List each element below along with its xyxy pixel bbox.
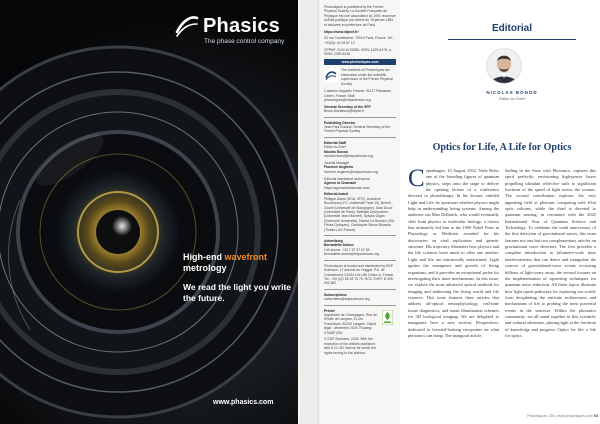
article-column-2	[505, 168, 596, 406]
editor-role: Editor-in-Chief	[499, 96, 525, 101]
colophon-side-ornament	[300, 0, 320, 424]
ad-headline	[183, 252, 293, 274]
journal-mgr-mail[interactable]: florence.anglezio@edpsciences.org	[324, 169, 378, 174]
sfp-link[interactable]: https://www.sfpnet.fr/	[324, 29, 359, 34]
headline-tail: metrology	[183, 263, 227, 273]
divider	[324, 260, 396, 261]
divider	[324, 289, 396, 290]
website-bar[interactable]: www.photoniques.com	[324, 59, 396, 65]
colophon-publisher: Photoniques is published by the French Physical Society. La Société Française de Physique est une association loi 1901 reconnue d'utilité publique par décret du 15 janvier 1881 et déclarée en préfecture de Paris.	[324, 5, 396, 27]
ed-sec-label: Editorial secretariat and layout	[324, 176, 370, 181]
ad-phone: Cell phone: +33 7 87 57 07 59	[324, 247, 370, 252]
printer-info: Imprimerie de Champagne, Rue de l'Étoile de Langres, ZI Les Franchises, 52200 Langres. Dépôt légal : décembre 2025. Routing: STAMP (95)	[324, 312, 377, 335]
ad-subheadline: We read the light you write the future.	[183, 282, 291, 303]
brand-name: Phasics	[203, 15, 281, 37]
ad-mail[interactable]: bernadette.dufour@edpsciences.org	[324, 252, 379, 257]
divider	[324, 117, 396, 118]
phasics-website-link[interactable]: www.phasics.com	[213, 399, 274, 406]
publication-ids: CPPAP: 0124 W 93286. ISSN: 1629-4475, e-ISSN: 2269-8418	[324, 47, 392, 57]
article-title: Optics for Life, A Life for Optics	[432, 142, 572, 153]
phasics-logo	[175, 14, 280, 38]
ed-sec-url[interactable]: https://agencelachamade.com/	[324, 185, 371, 190]
page-footer: Photoniques 136 | www.photoniques.com 03	[527, 414, 598, 418]
staff-label: Editorial Staff	[324, 140, 347, 145]
divider	[324, 235, 396, 236]
subs-label: Subscriptions	[324, 292, 347, 297]
journal-mgr-label: Journal Manager	[324, 160, 350, 165]
phasics-advert	[0, 0, 298, 424]
article-column-1	[408, 168, 499, 406]
contents-note: The contents of Photoniques are elaborated under the scientific supervision of the French Physical Society.	[341, 68, 393, 86]
heading-rule	[448, 39, 576, 40]
column-1-text: openhagen, 15 August 1932. Niels Bohr, one of the founding figures of quantum physics, steps onto the stage to deliver the opening lecture of a conference devoted to phototherapy. In his lecture, entitled Light and Life, he questions whether physics might help in understanding living systems. Among the audience sits Max Delbrück, who would eventually shift from physics to molecular biology, a choice that ultimately led him to the 1969 Nobel Prize in Physiology or Medicine awarded for his discoveries on viral replication and genetic structure. His trajectory illustrates how physics and the life sciences have much to offer one another. Light and life are intrinsically intertwined. Light ignites the emergence and growth of living organisms, and it provides an exceptional probe for investigating their inner mechanisms. In this issue, we explore the most advanced optical methods for imaging and addressing the living world and life sciences. This issue features three articles that address all-optical neurophysiology, real-time tissue diagnostics, and smart illumination schemes for 3D biological imaging. We are delighted to inaugurate here a new section, Perspectives, dedicated to forward-looking viewpoints on what photonics can bring. The inaugural article,	[408, 168, 499, 338]
sfo-note	[324, 68, 396, 86]
divider	[324, 305, 396, 306]
ad-label: Advertising	[324, 239, 343, 244]
footer-magazine: Photoniques 136	[527, 414, 555, 418]
colophon	[298, 0, 400, 424]
subs-mail[interactable]: subscribers@edpsciences.org	[324, 297, 370, 302]
board-label: Editorial board	[324, 192, 348, 197]
headline-lead: High-end	[183, 252, 225, 262]
gen-sec-label: General Secretary of the SFP	[324, 104, 371, 109]
pub-director: Jean-Paul Duraud, General Secretary of the French Physical Society	[324, 125, 391, 134]
sfo-logo-icon	[324, 68, 338, 82]
ad-name: Bernadette Dufour	[324, 243, 354, 248]
editorial-page	[400, 0, 600, 424]
editor-name: Nicolas Bonod	[324, 149, 348, 154]
footer-url[interactable]: www.photoniques.com	[557, 414, 593, 418]
copyright: © EDP Sciences, 2025. With the exception of the articles published with a CC-BY license for which the rights belong to the authors.	[324, 337, 376, 355]
camera-lens-illustration	[0, 0, 298, 424]
editor-role: Editor-in-Chief	[324, 145, 346, 150]
sfo-address: 2 avenue Augustin Fresnel, 91127 Palaiseau Cedex, France. Mail: photoniques@edpsciences.org	[324, 89, 392, 102]
section-heading: Editorial	[491, 23, 532, 34]
sfp-address: 33 rue Croulebarbe, 75013 Paris, France. Tel.: +33(0)1 44 08 67 10	[324, 36, 394, 45]
editor-mail[interactable]: nicolas.bonod@edpsciences.org	[324, 154, 374, 159]
edp-info: Photoniques is hosted and distributed by EDP Sciences, 17 avenue du Hoggar, P.A. de Courtaboeuf, 91944 Les Ulis Cedex A, France. Tel.: +33 (0)1 69 18 75 75. RCS: EVRY B 308 392 687	[324, 263, 395, 286]
drop-cap: C	[408, 168, 425, 192]
printer-label: Printer	[324, 308, 335, 313]
pub-director-label: Publishing Director	[324, 120, 356, 125]
page-number: 03	[594, 414, 598, 418]
journal-mgr: Florence Anglézio	[324, 165, 354, 170]
ed-sec: Agence la Chamade	[324, 181, 357, 186]
divider	[324, 137, 396, 138]
phasics-logo-icon	[175, 14, 199, 38]
column-2-text: Sailing in the Stars with Photonics, captures this spirit perfectly: envisioning high-power lasers propelling ultrathin reflective sails to significant fractions of the speed of light across the cosmos. The second contribution explores the very appealing field of photonic computing with 6-bit optic solitons, while the third is devoted to quantum sensing, in resonance with the 2025 International Year of Quantum Science and Technology. To celebrate the tenth anniversary of the first detection of gravitational waves, this issue features not one but two complementary articles on gravitational wave detectors. The first provides a complete introduction to kilometre-scale laser interferometers that can detect and triangulate the sources of gravitational-wave events occurring billions of light-years away; the second focuses on the implementation of squeezing techniques for quantum noise reduction. All these topics illustrate how light opens pathways for exploring our world: from deciphering the intricate architectures and mechanisms of life to probing the most powerful events in the universe. Within the photonics community, we all stand together in this scientific and cultural adventure, placing light at the forefront of knowledge and progress: Optics for life, a life for optics.	[505, 168, 596, 338]
brand-tagline: The phase control company	[204, 38, 285, 45]
article-body	[408, 168, 596, 406]
editor-portrait	[486, 48, 522, 84]
board-members: Philippe Adam (DGA, SFO), Azzedine Boudrioua (LPL, Université Paris 13), Benoît Cluzel (Université de Bourgogne), Sara Ducci (Université de Paris), Nathalie Destouches (Université Jean Monnet), Sylvain Gigan (Sorbonne Université), Patrice Le Boudec (IDIL Fibres Optiques), Christophe Simon-Boisson (Thales LAS France)	[324, 196, 395, 232]
headline-highlight: wavefront	[224, 252, 268, 262]
editor-name: NICOLAS BONOD	[486, 90, 538, 95]
eco-label-icon	[382, 310, 393, 325]
gen-sec: Bruno Adolfsson@sfpnet.fr	[324, 109, 365, 114]
